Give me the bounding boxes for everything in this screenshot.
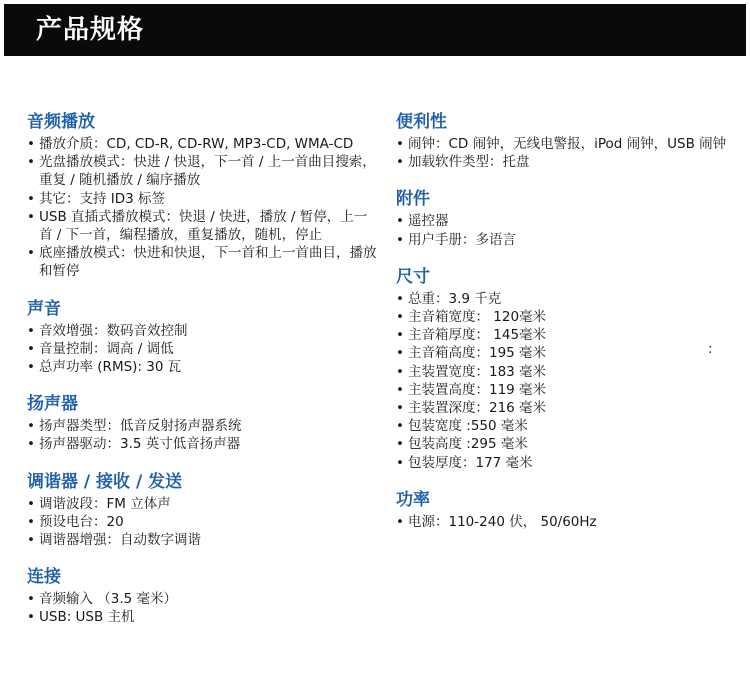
- spec-item-text: 播放介质：CD, CD-R, CD-RW, MP3-CD, WMA-CD: [39, 136, 354, 152]
- page-title: 产品规格: [36, 15, 145, 45]
- spec-column-right: [396, 110, 746, 547]
- spec-item: [396, 435, 746, 453]
- bullet-icon: •: [396, 436, 404, 453]
- spec-item: [27, 153, 377, 189]
- spec-list: [396, 135, 746, 171]
- spec-item-text: 主装置深度：216 毫米: [408, 400, 547, 417]
- spec-item: [396, 153, 746, 171]
- spec-item-text: USB: USB 主机: [39, 609, 135, 626]
- spec-section: [27, 110, 377, 281]
- spec-item-text: 包装高度 :295 毫米: [408, 436, 528, 453]
- spec-item-text: 遥控器: [408, 213, 449, 230]
- spec-list: [27, 495, 377, 550]
- bullet-icon: •: [27, 208, 35, 225]
- spec-item: [27, 135, 377, 153]
- spec-item-text: 电源：110-240 伏， 50/60Hz: [408, 513, 597, 530]
- bullet-icon: •: [27, 245, 35, 262]
- bullet-icon: •: [396, 400, 404, 417]
- stray-colon: :: [708, 342, 713, 357]
- spec-item-text: USB 直插式播放模式：快退 / 快进，播放 / 暂停，上一首 / 下一首，编程播放，重复播放，随机，停止: [39, 208, 368, 244]
- spec-item: [27, 513, 377, 531]
- section-title: 调谐器 / 接收 / 发送: [27, 471, 183, 492]
- spec-item-text: 总声功率 (RMS): 30 瓦: [39, 359, 182, 376]
- spec-item: [396, 290, 746, 308]
- spec-item-text: 用户手册：多语言: [408, 231, 516, 248]
- spec-column-left: [27, 110, 377, 643]
- spec-list: [396, 513, 746, 531]
- bullet-icon: •: [396, 363, 404, 380]
- spec-item: [396, 399, 746, 417]
- spec-item: [27, 435, 377, 453]
- section-title: 音频播放: [27, 112, 95, 132]
- spec-section: [396, 265, 746, 472]
- spec-item-text: 扬声器类型：低音反射扬声器系统: [39, 418, 242, 435]
- spec-section: [396, 488, 746, 531]
- spec-item-text: 包装宽度 :550 毫米: [408, 418, 528, 435]
- bullet-icon: •: [396, 154, 404, 171]
- bullet-icon: •: [27, 591, 35, 608]
- spec-item-text: 音效增强：数码音效控制: [39, 322, 188, 339]
- spec-item: [27, 590, 377, 608]
- bullet-icon: •: [396, 418, 404, 435]
- spec-item: [27, 208, 377, 244]
- spec-item: [27, 495, 377, 513]
- section-title: 声音: [27, 298, 61, 319]
- bullet-icon: •: [396, 231, 404, 248]
- spec-list: [27, 135, 377, 281]
- bullet-icon: •: [27, 136, 35, 152]
- spec-item-text: 底座播放模式：快进和快退，下一首和上一首曲目，播放和暂停: [39, 245, 377, 280]
- bullet-icon: •: [396, 381, 404, 398]
- spec-item: [396, 135, 746, 153]
- spec-section: [27, 470, 377, 550]
- spec-item: [27, 322, 377, 340]
- spec-section: [396, 187, 746, 248]
- bullet-icon: •: [396, 213, 404, 230]
- section-title: 连接: [27, 567, 61, 588]
- spec-list: [396, 212, 746, 248]
- spec-item: [396, 454, 746, 472]
- spec-item: [396, 212, 746, 230]
- bullet-icon: •: [27, 436, 35, 453]
- spec-item-text: 主音箱厚度： 145毫米: [408, 327, 547, 344]
- spec-item: [27, 358, 377, 376]
- spec-item-text: 总重：3.9 千克: [408, 290, 502, 307]
- spec-item-text: 包装厚度：177 毫米: [408, 454, 533, 471]
- bullet-icon: •: [396, 136, 404, 152]
- spec-item: [396, 344, 746, 362]
- bullet-icon: •: [27, 609, 35, 626]
- spec-item-text: 加载软件类型：托盘: [408, 154, 530, 171]
- spec-item: [396, 326, 746, 344]
- spec-item-text: 其它：支持 ID3 标签: [39, 190, 166, 207]
- bullet-icon: •: [27, 190, 35, 207]
- bullet-icon: •: [27, 340, 35, 357]
- spec-item: [396, 231, 746, 249]
- spec-item-text: 音量控制：调高 / 调低: [39, 340, 174, 357]
- spec-list: [27, 322, 377, 377]
- spec-list: [396, 290, 746, 472]
- spec-item: [27, 190, 377, 208]
- spec-item: [396, 417, 746, 435]
- section-title: 功率: [396, 489, 430, 510]
- spec-item-text: 主装置高度：119 毫米: [408, 381, 547, 398]
- spec-item-text: 调谐波段：FM 立体声: [39, 495, 171, 512]
- spec-section: [27, 392, 377, 453]
- spec-item: [27, 417, 377, 435]
- spec-section: [27, 565, 377, 626]
- bullet-icon: •: [396, 309, 404, 326]
- spec-item-text: 音频输入 （3.5 毫米）: [39, 591, 178, 608]
- spec-item: [396, 513, 746, 531]
- spec-item-text: 主音箱高度：195 毫米: [408, 345, 547, 362]
- spec-item-text: 闹钟：CD 闹钟，无线电警报，iPod 闹钟，USB 闹钟: [408, 136, 727, 152]
- bullet-icon: •: [396, 290, 404, 307]
- spec-item-text: 调谐器增强：自动数字调谐: [39, 532, 201, 549]
- bullet-icon: •: [396, 454, 404, 471]
- bullet-icon: •: [396, 327, 404, 344]
- bullet-icon: •: [396, 513, 404, 530]
- spec-item: [27, 244, 377, 280]
- spec-list: [27, 417, 377, 453]
- bullet-icon: •: [27, 532, 35, 549]
- spec-item-text: 主音箱宽度： 120毫米: [408, 309, 547, 326]
- bullet-icon: •: [27, 418, 35, 435]
- spec-section: [27, 297, 377, 377]
- spec-item-text: 扬声器驱动：3.5 英寸低音扬声器: [39, 436, 241, 453]
- spec-item-text: 预设电台：20: [39, 513, 124, 530]
- spec-item: [396, 308, 746, 326]
- section-title: 便利性: [396, 112, 447, 132]
- spec-list: [27, 590, 377, 626]
- section-title: 附件: [396, 189, 430, 210]
- spec-item: [27, 531, 377, 549]
- spec-item-text: 光盘播放模式：快进 / 快退，下一首 / 上一首曲目搜索，重复 / 随机播放 / 编序播放: [39, 154, 376, 189]
- bullet-icon: •: [27, 513, 35, 530]
- spec-section: [396, 110, 746, 171]
- section-title: 扬声器: [27, 394, 78, 415]
- bullet-icon: •: [27, 495, 35, 512]
- spec-item-text: 主装置宽度：183 毫米: [408, 363, 547, 380]
- spec-item: [396, 363, 746, 381]
- bullet-icon: •: [27, 322, 35, 339]
- spec-item: [27, 340, 377, 358]
- header-bar: [4, 4, 746, 56]
- bullet-icon: •: [27, 154, 35, 171]
- spec-item: [27, 608, 377, 626]
- spec-item: [396, 381, 746, 399]
- bullet-icon: •: [396, 345, 404, 362]
- bullet-icon: •: [27, 359, 35, 376]
- section-title: 尺寸: [396, 266, 430, 287]
